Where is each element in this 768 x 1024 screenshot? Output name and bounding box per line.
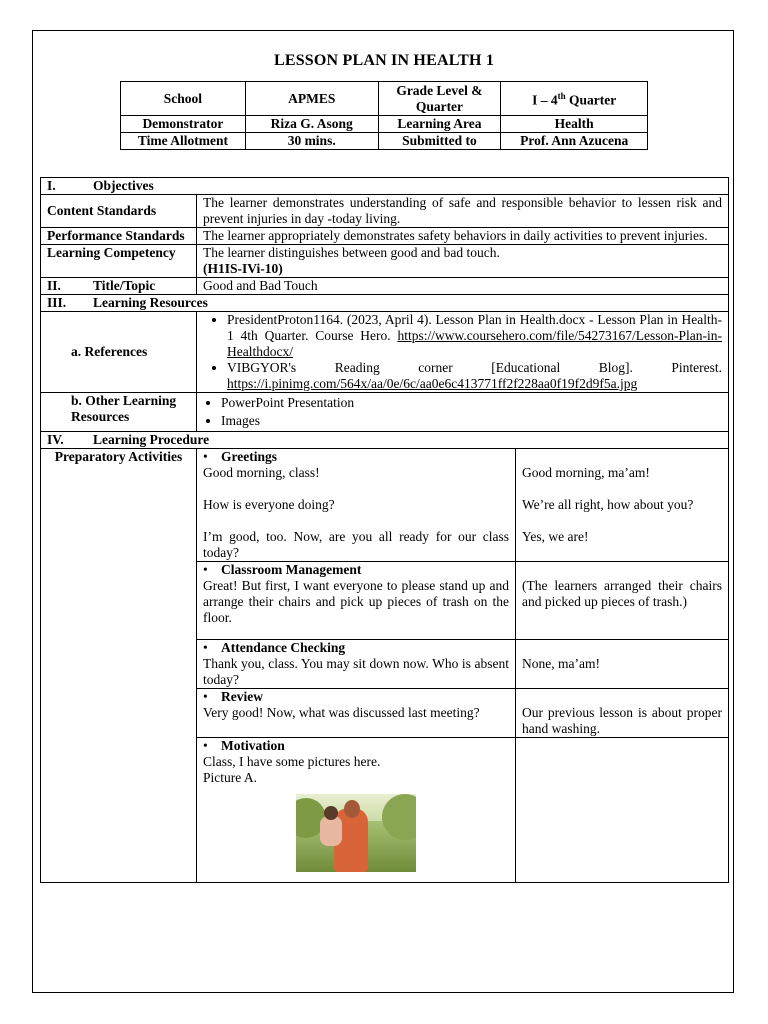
- greetings-student-cell: [516, 449, 729, 562]
- reference-link-coursehero[interactable]: https://www.coursehero.com/file/54273167/Lesson-Plan-in-Healthdocx/: [227, 328, 723, 359]
- learning-procedure-heading: IV. Learning Procedure: [41, 432, 729, 449]
- submitted-value: Prof. Ann Azucena: [501, 133, 648, 150]
- picture-label: Picture A.: [203, 770, 257, 785]
- greet-student-line: We’re all right, how about you?: [522, 497, 694, 512]
- management-title: • Classroom Management: [203, 562, 509, 578]
- attendance-student-text: None, ma’am!: [516, 640, 729, 689]
- area-label: Learning Area: [378, 116, 501, 133]
- greet-teacher-line: I’m good, too. Now, are you all ready for our class today?: [203, 529, 509, 560]
- learning-resources-heading: III. Learning Resources: [41, 295, 729, 312]
- other-resources-label: b. Other Learning Resources: [41, 393, 197, 432]
- demonstrator-value: Riza G. Asong: [245, 116, 378, 133]
- motivation-teacher-text: Class, I have some pictures here.: [203, 754, 381, 769]
- other-resources-cell: [197, 393, 729, 432]
- lesson-info-table: [120, 81, 648, 150]
- time-value: 30 mins.: [245, 133, 378, 150]
- greet-student-line: Yes, we are!: [522, 529, 589, 544]
- preparatory-activities-label: Preparatory Activities: [41, 449, 197, 883]
- content-standards-text: The learner demonstrates understanding of safe and responsible behavior to lessen risk and prevent injuries in day -today living.: [197, 195, 729, 228]
- management-teacher-cell: [197, 562, 516, 640]
- school-value: APMES: [245, 82, 378, 116]
- submitted-label: Submitted to: [378, 133, 501, 150]
- reference-item: • VIBGYOR's Reading corner [Educational Blog]. Pinterest. https://i.pinimg.com/564x/aa/0e/6c/aa0e6c413771ff2f228aa0f19f2d9f5a.jpg: [227, 360, 722, 392]
- learning-competency-cell: [197, 245, 729, 278]
- reference-link-pinterest[interactable]: https://i.pinimg.com/564x/aa/0e/6c/aa0e6c413771ff2f228aa0f19f2d9f5a.jpg: [227, 376, 638, 391]
- attendance-teacher-cell: [197, 640, 516, 689]
- lesson-plan-table: [40, 177, 729, 883]
- competency-code: (H1IS-IVi-10): [203, 261, 283, 276]
- motivation-title: • Motivation: [203, 738, 509, 754]
- review-title: • Review: [203, 689, 509, 705]
- greetings-teacher-cell: [197, 449, 516, 562]
- reference-item: • PresidentProton1164. (2023, April 4). Lesson Plan in Health.docx - Lesson Plan in Health-1 4th Quarter. Course Hero. https://www.coursehero.com/file/54273167/Lesson-Plan-in-Healthdocx/: [227, 312, 722, 360]
- attendance-title: • Attendance Checking: [203, 640, 509, 656]
- performance-standards-text: The learner appropriately demonstrates safety behaviors in daily activities to prevent injuries.: [197, 228, 729, 245]
- greetings-title: • Greetings: [203, 449, 509, 465]
- performance-standards-label: Performance Standards: [41, 228, 197, 245]
- attendance-teacher-text: Thank you, class. You may sit down now. Who is absent today?: [203, 656, 509, 687]
- content-standards-label: Content Standards: [41, 195, 197, 228]
- management-teacher-text: Great! But first, I want everyone to please stand up and arrange their chairs and pick up pieces of trash on the floor.: [203, 578, 509, 625]
- document-title: LESSON PLAN IN HEALTH 1: [273, 52, 495, 69]
- management-student-text: (The learners arranged their chairs and picked up pieces of trash.): [516, 562, 729, 640]
- other-resource-item: • PowerPoint Presentation: [221, 395, 722, 411]
- review-student-text: Our previous lesson is about proper hand washing.: [516, 689, 729, 738]
- time-label: Time Allotment: [121, 133, 246, 150]
- review-teacher-cell: [197, 689, 516, 738]
- title-topic-text: Good and Bad Touch: [197, 278, 729, 295]
- grade-label: Grade Level & Quarter: [378, 82, 501, 116]
- school-label: School: [121, 82, 246, 116]
- grade-value: I – 4th Quarter: [501, 82, 648, 116]
- references-label: a. References: [41, 312, 197, 393]
- other-resource-item: • Images: [221, 413, 722, 429]
- learning-competency-text: The learner distinguishes between good and bad touch.: [203, 245, 500, 260]
- review-teacher-text: Very good! Now, what was discussed last meeting?: [203, 705, 480, 720]
- motivation-student-cell: [516, 738, 729, 883]
- learning-competency-label: Learning Competency: [41, 245, 197, 278]
- motivation-teacher-cell: [197, 738, 516, 883]
- demonstrator-label: Demonstrator: [121, 116, 246, 133]
- references-cell: [197, 312, 729, 393]
- area-value: Health: [501, 116, 648, 133]
- greet-student-line: Good morning, ma’am!: [522, 465, 650, 480]
- greet-teacher-line: How is everyone doing?: [203, 497, 335, 512]
- greet-teacher-line: Good morning, class!: [203, 465, 320, 480]
- title-topic-label: II. Title/Topic: [41, 278, 197, 295]
- picture-a-image: [296, 794, 416, 872]
- objectives-heading: I. Objectives: [41, 178, 729, 195]
